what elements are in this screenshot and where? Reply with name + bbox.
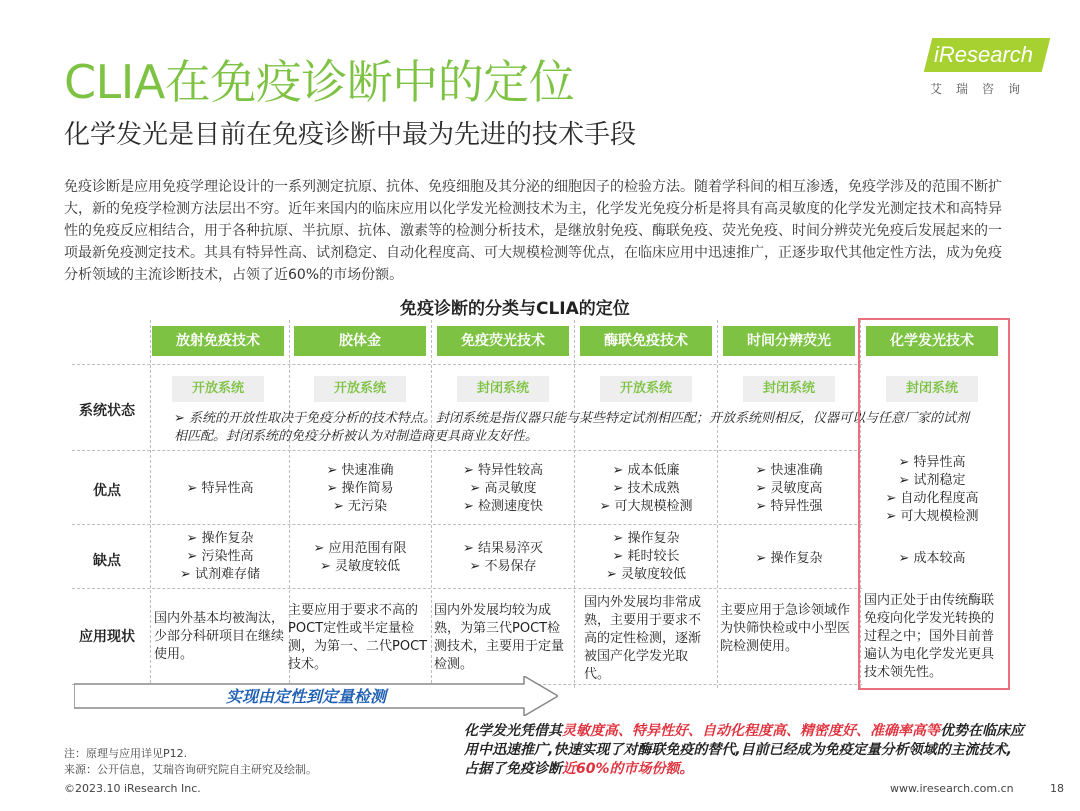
row-label-status: 系统状态 <box>79 403 135 419</box>
conclusion-part2-highlight: 灵敏度高、特异性好、自动化程度高、精密度好、准确率高等 <box>562 723 940 739</box>
column-divider <box>574 320 575 688</box>
column-header-trf: 时间分辨荧光 <box>723 326 855 356</box>
table-title: 免疫诊断的分类与CLIA的定位 <box>400 299 630 319</box>
column-divider <box>431 320 432 688</box>
footer-note-source: 来源：公开信息，艾瑞咨询研究院自主研究及绘制。 <box>64 763 317 776</box>
intro-paragraph: 免疫诊断是应用免疫学理论设计的一系列测定抗原、抗体、免疫细胞及其分泌的细胞因子的检验方法。随着学科间的相互渗透，免疫学涉及的范围不断扩大，新的免疫学检测方法层出不穷。近年来国内的临床应用以化学发光检测技术为主，化学发光免疫分析是将具有高灵敏度的化学发光测定技术和高特异性的免疫反应相结合，用于各种抗原、半抗原、抗体、激素等的检测分析技术，是继放射免疫、酶联免疫、荧光免疫、时间分辨荧光免疫后发展起来的一项最新免疫测定技术。其具有特异性高、试剂稳定、自动化程度高、可大规模检测等优点，在临床应用中迅速推广，正逐步取代其他定性方法，成为免疫分析领域的主流诊断技术，占领了近60%的市场份额。 <box>64 179 1002 283</box>
row-divider <box>72 450 862 451</box>
application-cell: 主要应用于急诊领域作为快筛快检或中小型医院检测使用。 <box>720 603 851 654</box>
row-divider <box>72 364 862 365</box>
column-header-elisa: 酶联免疫技术 <box>580 326 712 356</box>
footer-notes <box>64 746 317 778</box>
row-divider <box>72 588 862 589</box>
page-number: 18 <box>1050 782 1064 795</box>
status-badge: 封闭系统 <box>743 376 835 402</box>
footer-url: www.iresearch.com.cn <box>890 782 1014 795</box>
qualitative-to-quantitative-arrow <box>74 676 558 716</box>
conclusion-part3: 优势在临床应用中迅速推广,快速实现了对酶联免疫的替代,目前已经成为免疫定量分析领域的主流技术,占据了免疫诊断 <box>464 723 1024 777</box>
column-divider <box>717 320 718 688</box>
status-badge: 封闭系统 <box>457 376 549 402</box>
pros-cell: ➢ 特异性高 ➢ 试剂稳定 ➢ 自动化程度高 ➢ 可大规模检测 <box>885 455 979 524</box>
iresearch-logo <box>928 38 1048 98</box>
column-divider <box>150 320 151 688</box>
status-badge: 开放系统 <box>600 376 692 402</box>
cons-cell: ➢ 操作复杂 ➢ 污染性高 ➢ 试剂难存储 <box>179 531 261 582</box>
conclusion-part1: 化学发光凭借其 <box>464 723 562 739</box>
cons-cell: ➢ 操作复杂 ➢ 耗时较长 ➢ 灵敏度较低 <box>605 531 687 582</box>
arrow-label: 实现由定性到定量检测 <box>225 687 387 706</box>
cons-cell: ➢ 结果易淬灭 ➢ 不易保存 <box>462 541 544 574</box>
pros-cell: ➢ 快速准确 ➢ 操作简易 ➢ 无污染 <box>326 463 394 514</box>
logo-brand: iResearch <box>934 42 1034 67</box>
application-cell: 国内正处于由传统酶联免疫向化学发光转换的过程之中；国外目前普遍认为电化学发光更具技术领先性。 <box>864 593 995 680</box>
cons-cell: ➢ 成本较高 <box>898 551 966 566</box>
pros-cell: ➢ 特异性较高 ➢ 高灵敏度 ➢ 检测速度快 <box>462 463 544 514</box>
row-label-pros: 优点 <box>93 483 121 499</box>
conclusion-part4-highlight: 近60%的市场份额。 <box>562 761 694 777</box>
row-label-application: 应用现状 <box>79 629 135 645</box>
application-cell: 国内外基本均被淘汰，少部分科研项目在继续使用。 <box>154 611 285 662</box>
column-header-gold: 胶体金 <box>294 326 426 356</box>
conclusion-text <box>464 722 1024 779</box>
column-header-clia: 化学发光技术 <box>866 326 998 356</box>
row-label-cons: 缺点 <box>93 553 121 569</box>
cons-cell: ➢ 操作复杂 <box>755 551 823 566</box>
page-title: CLIA在免疫诊断中的定位 <box>64 55 575 109</box>
row-divider <box>72 524 862 525</box>
status-badge: 开放系统 <box>314 376 406 402</box>
footer-note-principle: 注：原理与应用详见P12. <box>64 747 188 760</box>
status-note: ➢ 系统的开放性取决于免疫分析的技术特点。封闭系统是指仪器只能与某些特定试剂相匹配；开放系统则相反，仪器可以与任意厂家的试剂相匹配。封闭系统的免疫分析被认为对制造商更具商业友好性。 <box>174 411 970 444</box>
pros-cell: ➢ 快速准确 ➢ 灵敏度高 ➢ 特异性强 <box>755 463 823 514</box>
page-subtitle: 化学发光是目前在免疫诊断中最为先进的技术手段 <box>64 120 637 150</box>
copyright: ©2023.10 iResearch Inc. <box>64 782 201 795</box>
pros-cell: ➢ 成本低廉 ➢ 技术成熟 ➢ 可大规模检测 <box>599 463 693 514</box>
application-cell: 国内外发展均非常成熟，主要用于要求不高的定性检测，逐渐被国产化学发光取代。 <box>584 595 702 682</box>
status-badge: 开放系统 <box>172 376 264 402</box>
application-cell: 主要应用于要求不高的POCT定性或半定量检测，为第一、二代POCT技术。 <box>288 603 428 672</box>
column-header-fluorescence: 免疫荧光技术 <box>437 326 569 356</box>
clia-column-highlight <box>858 318 1010 690</box>
status-badge: 封闭系统 <box>886 376 978 402</box>
pros-cell: ➢ 特异性高 <box>186 481 254 496</box>
cons-cell: ➢ 应用范围有限 ➢ 灵敏度较低 <box>313 541 407 574</box>
logo-sub: 艾瑞咨询 <box>930 82 1035 96</box>
column-header-radio: 放射免疫技术 <box>152 326 284 356</box>
application-cell: 国内外发展均较为成熟，为第三代POCT检测技术，主要用于定量检测。 <box>434 603 565 672</box>
